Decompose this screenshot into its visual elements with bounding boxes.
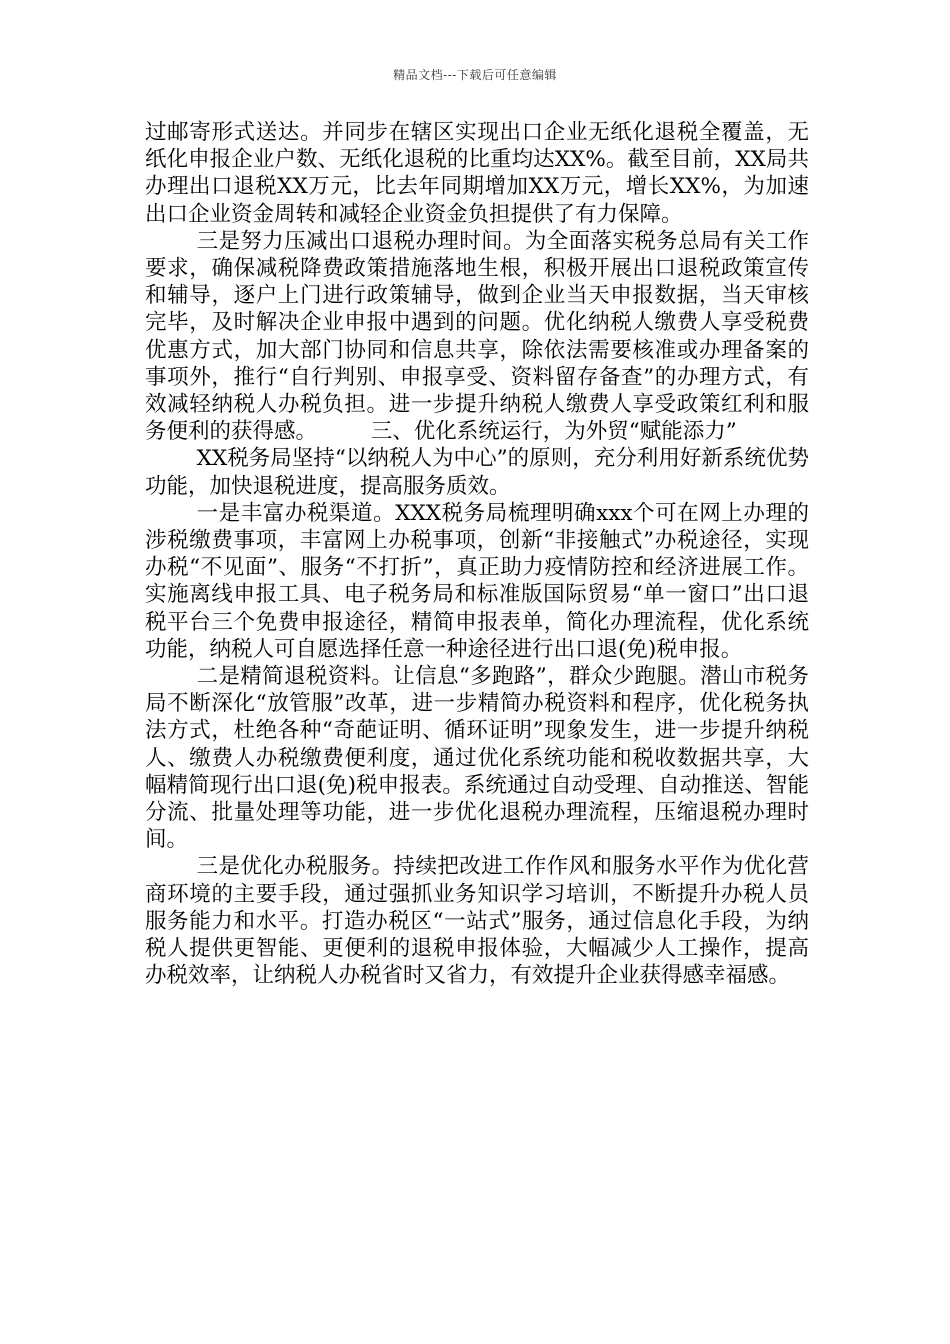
- document-body: [145, 119, 809, 990]
- paragraph-continuation: 过邮寄形式送达。并同步在辖区实现出口企业无纸化退税全覆盖，无纸化申报企业户数、无纸化退税的比重均达XX%。截至目前，XX局共办理出口退税XX万元，比去年同期增加XX万元，增长XX%，为加速出口企业资金周转和减轻企业资金负担提供了有力保障。: [145, 120, 809, 227]
- paragraph-enrich-channels: 一是丰富办税渠道。XXX税务局梳理明确xxx个可在网上办理的涉税缴费事项，丰富网上办税事项，创新“非接触式”办税途径，实现办税“不见面”、服务“不打折”，真正助力疫情防控和经济进展工作。实施离线申报工具、电子税务局和标准版国际贸易“单一窗口”出口退税平台三个免费申报途径，精简申报表单，简化办理流程，优化系统功能，纳税人可自愿选择任意一种途径进行出口退(免)税申报。: [145, 500, 809, 662]
- page-header: 精品文档---下载后可任意编辑: [393, 68, 557, 82]
- paragraph-taxpayer-centered: XX税务局坚持“以纳税人为中心”的原则，充分利用好新系统优势功能，加快退税进度，提高服务质效。: [145, 446, 809, 499]
- paragraph-simplify-materials: 二是精简退税资料。让信息“多跑路”，群众少跑腿。潜山市税务局不断深化“放管服”改革，进一步精简办税资料和程序，优化税务执法方式，杜绝各种“奇葩证明、循环证明”现象发生，进一步提升纳税人、缴费人办税缴费便利度，通过优化系统功能和税收数据共享，大幅精简现行出口退(免)税申报表。系统通过自动受理、自动推送、智能分流、批量处理等功能，进一步优化退税办理流程，压缩退税办理时间。: [145, 664, 809, 853]
- paragraph-optimize-service: 三是优化办税服务。持续把改进工作作风和服务水平作为优化营商环境的主要手段，通过强抓业务知识学习培训，不断提升办税人员服务能力和水平。打造办税区“一站式”服务，通过信息化手段，为纳税人提供更智能、更便利的退税申报体验，大幅减少人工操作，提高办税效率，让纳税人办税省时又省力，有效提升企业获得感幸福感。: [145, 854, 809, 989]
- paragraph-reduce-processing-time: 三是努力压减出口退税办理时间。为全面落实税务总局有关工作要求，确保减税降费政策措施落地生根，积极开展出口退税政策宣传和辅导，逐户上门进行政策辅导，做到企业当天申报数据，当天审核完毕，及时解决企业申报中遇到的问题。优化纳税人缴费人享受税费优惠方式，加大部门协同和信息共享，除依法需要核准或办理备案的事项外，推行“自行判别、申报享受、资料留存备查”的办理方式，有效减轻纳税人办税负担。进一步提升纳税人缴费人享受政策红利和服务便利的获得感。 三、优化系统运行，为外贸“赋能添力”: [145, 228, 809, 445]
